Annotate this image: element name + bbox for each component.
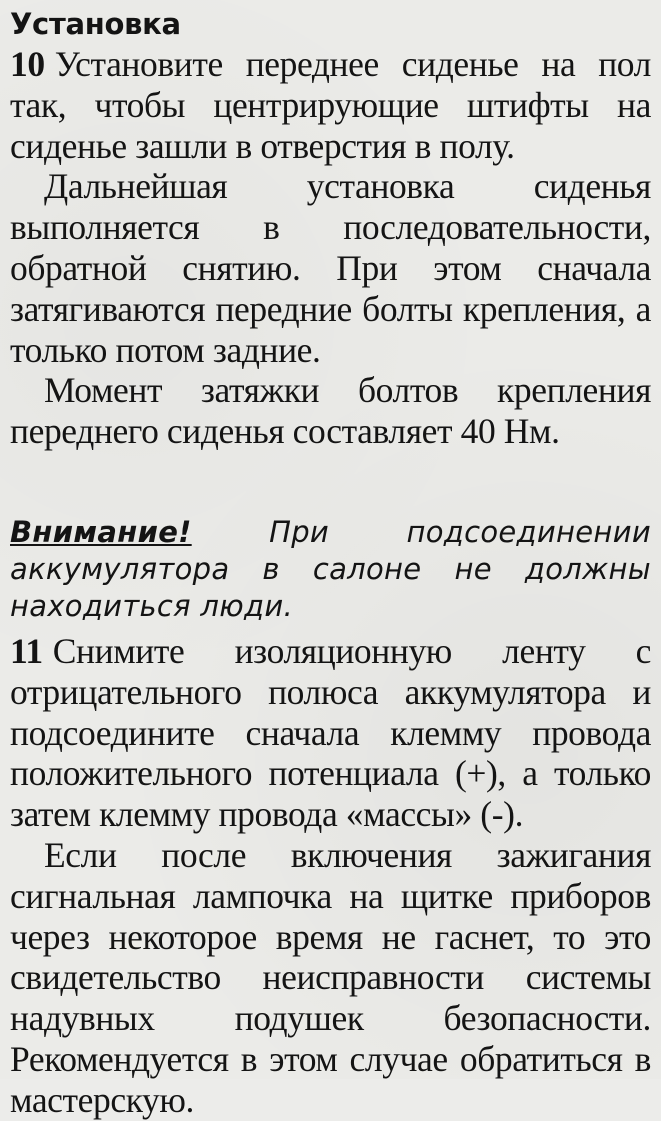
warning-note	[10, 514, 651, 625]
paragraph-installation-order: Дальнейшая установка сиденья выполняется в последовательности, обратной снятию. При этом сначала затягиваются передние болты крепления, а только потом задние.	[10, 166, 651, 370]
step-number: 11	[10, 630, 43, 671]
step-text: Снимите изоляционную ленту с отрицательного полюса аккумулятора и подсоедините сначала клемму провода положительного потенциала (+), а только затем клемму провода «массы» (-).	[10, 630, 651, 835]
warning-label: Внимание!	[10, 514, 192, 549]
warning-text: При подсоединении аккумулятора в салоне не должны находиться люди.	[10, 514, 651, 623]
paragraph-torque: Момент затяжки болтов крепления переднего сиденья составляет 40 Нм.	[10, 370, 651, 452]
step-number: 10	[10, 44, 45, 84]
step-text: Установите переднее сиденье на пол так, чтобы центрирующие штифты на сиденье зашли в отверстия в полу.	[10, 44, 651, 166]
step-10	[10, 44, 651, 166]
spacer	[10, 452, 651, 514]
step-11	[10, 631, 651, 835]
paragraph-warning-lamp: Если после включения зажигания сигнальная лампочка на щитке приборов через некоторое время не гаснет, то это свидетельство неисправности системы надувных подушек безопасности. Рекомендуется в этом случае обратиться в мастерскую.	[10, 834, 651, 1120]
section-title: Установка	[10, 7, 181, 41]
